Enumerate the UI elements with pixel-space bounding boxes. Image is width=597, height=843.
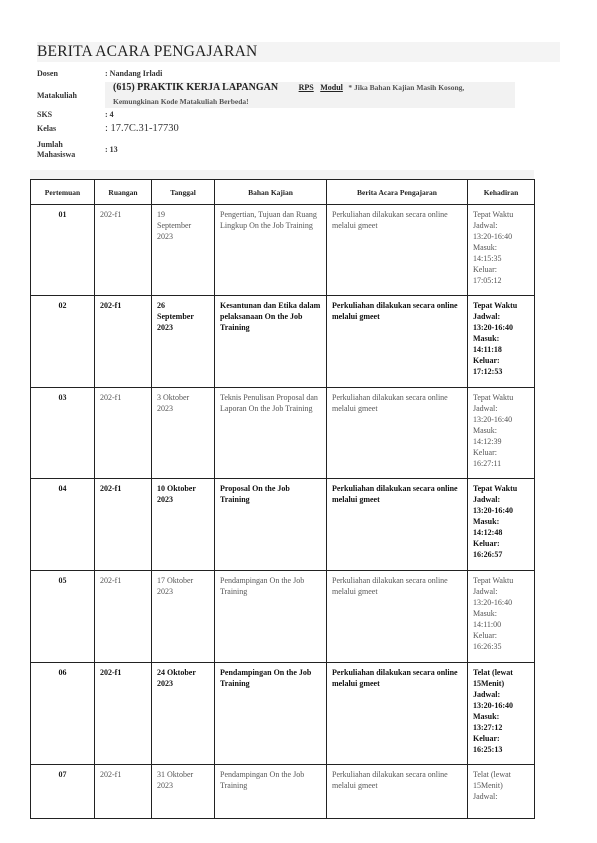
cell-pertemuan: 05	[31, 571, 95, 663]
cell-ruangan: 202-f1	[95, 296, 152, 388]
cell-ruangan: 202-f1	[95, 205, 152, 296]
cell-pertemuan: 02	[31, 296, 95, 388]
cell-ruangan: 202-f1	[95, 663, 152, 765]
kelas-value: : 17.7C.31-17730	[105, 123, 179, 134]
matakuliah-label: Matakuliah	[37, 91, 78, 100]
cell-berita-acara: Perkuliahan dilakukan secara online melalui gmeet	[327, 479, 468, 571]
kelas-label: Kelas	[37, 124, 57, 133]
cell-tanggal: 26 September 2023	[152, 296, 215, 388]
document-title: BERITA ACARA PENGAJARAN	[37, 42, 560, 62]
cell-pertemuan: 03	[31, 388, 95, 479]
cell-bahan-kajian: Teknis Penulisan Proposal dan Laporan On the Job Training	[215, 388, 327, 479]
course-note: * Jika Bahan Kajian Masih Kosong,	[348, 83, 465, 92]
cell-bahan-kajian: Pendampingan On the Job Training	[215, 571, 327, 663]
cell-berita-acara: Perkuliahan dilakukan secara online melalui gmeet	[327, 663, 468, 765]
cell-kehadiran: Tepat Waktu Jadwal: 13:20-16:40 Masuk: 14:12:39 Keluar: 16:27:11	[468, 388, 535, 479]
cell-ruangan: 202-f1	[95, 765, 152, 819]
cell-pertemuan: 01	[31, 205, 95, 296]
header-kehadiran: Kehadiran	[468, 180, 535, 205]
course-box	[105, 82, 515, 108]
jumlah-value: : 13	[105, 145, 118, 154]
cell-ruangan: 202-f1	[95, 388, 152, 479]
table-row	[31, 388, 535, 479]
cell-kehadiran: Tepat Waktu Jadwal: 13:20-16:40 Masuk: 14:12:48 Keluar: 16:26:57	[468, 479, 535, 571]
cell-berita-acara: Perkuliahan dilakukan secara online melalui gmeet	[327, 571, 468, 663]
cell-bahan-kajian: Pengertian, Tujuan dan Ruang Lingkup On the Job Training	[215, 205, 327, 296]
teaching-table	[30, 179, 535, 819]
table-row	[31, 663, 535, 765]
cell-berita-acara: Perkuliahan dilakukan secara online melalui gmeet	[327, 765, 468, 819]
table-row	[31, 765, 535, 819]
course-line	[113, 82, 464, 93]
cell-pertemuan: 07	[31, 765, 95, 819]
sks-label: SKS	[37, 110, 53, 119]
header-bahan-kajian: Bahan Kajian	[215, 180, 327, 205]
cell-tanggal: 17 Oktober 2023	[152, 571, 215, 663]
cell-tanggal: 31 Oktober 2023	[152, 765, 215, 819]
cell-pertemuan: 04	[31, 479, 95, 571]
dosen-value: : Nandang Irladi	[105, 69, 163, 78]
table-row	[31, 296, 535, 388]
header-pertemuan: Pertemuan	[31, 180, 95, 205]
course-note-2: Kemungkinan Kode Matakuliah Berbeda!	[113, 97, 249, 106]
cell-pertemuan: 06	[31, 663, 95, 765]
table-row	[31, 571, 535, 663]
cell-bahan-kajian: Proposal On the Job Training	[215, 479, 327, 571]
cell-tanggal: 24 Oktober 2023	[152, 663, 215, 765]
jumlah-label: Jumlah	[37, 140, 63, 149]
cell-kehadiran: Telat (lewat 15Menit) Jadwal: 13:20-16:40 Masuk: 13:27:12 Keluar: 16:25:13	[468, 663, 535, 765]
header-berita-acara: Berita Acara Pengajaran	[327, 180, 468, 205]
cell-tanggal: 3 Oktober 2023	[152, 388, 215, 479]
sks-value: : 4	[105, 110, 114, 119]
header-ruangan: Ruangan	[95, 180, 152, 205]
modul-link[interactable]: Modul	[320, 83, 343, 92]
cell-ruangan: 202-f1	[95, 479, 152, 571]
cell-berita-acara: Perkuliahan dilakukan secara online melalui gmeet	[327, 388, 468, 479]
course-name: (615) PRAKTIK KERJA LAPANGAN	[113, 82, 279, 93]
cell-kehadiran: Tepat Waktu Jadwal: 13:20-16:40 Masuk: 14:11:18 Keluar: 17:12:53	[468, 296, 535, 388]
dosen-label: Dosen	[37, 69, 58, 78]
cell-berita-acara: Perkuliahan dilakukan secara online melalui gmeet	[327, 205, 468, 296]
cell-bahan-kajian: Kesantunan dan Etika dalam pelaksanaan On the Job Training	[215, 296, 327, 388]
table-top-band	[30, 170, 534, 179]
cell-bahan-kajian: Pendampingan On the Job Training	[215, 663, 327, 765]
cell-tanggal: 19 September 2023	[152, 205, 215, 296]
header-tanggal: Tanggal	[152, 180, 215, 205]
cell-tanggal: 10 Oktober 2023	[152, 479, 215, 571]
jumlah-label-2: Mahasiswa	[37, 150, 76, 159]
cell-bahan-kajian: Pendampingan On the Job Training	[215, 765, 327, 819]
table-row	[31, 205, 535, 296]
cell-kehadiran: Telat (lewat 15Menit) Jadwal:	[468, 765, 535, 819]
cell-kehadiran: Tepat Waktu Jadwal: 13:20-16:40 Masuk: 14:11:00 Keluar: 16:26:35	[468, 571, 535, 663]
cell-berita-acara: Perkuliahan dilakukan secara online melalui gmeet	[327, 296, 468, 388]
cell-kehadiran: Tepat Waktu Jadwal: 13:20-16:40 Masuk: 14:15:35 Keluar: 17:05:12	[468, 205, 535, 296]
table-row	[31, 479, 535, 571]
rps-link[interactable]: RPS	[298, 83, 314, 92]
cell-ruangan: 202-f1	[95, 571, 152, 663]
table-header-row	[31, 180, 535, 205]
